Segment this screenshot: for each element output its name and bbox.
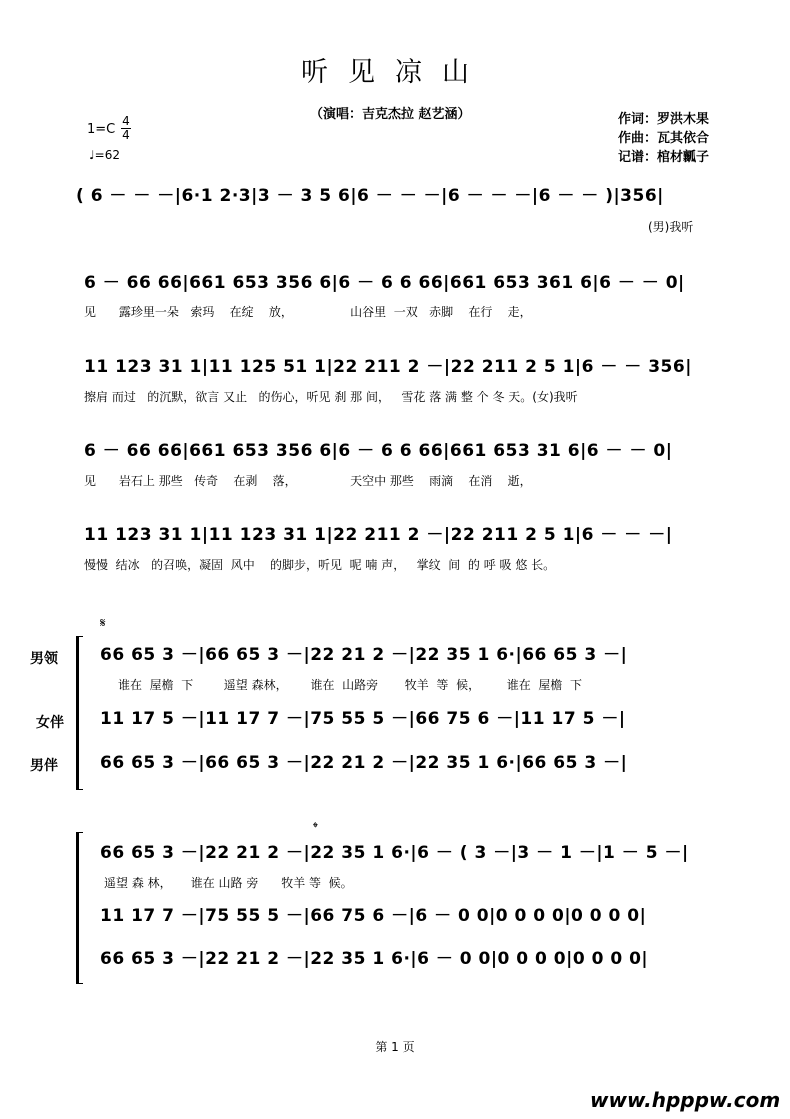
lyric-row-1: (男)我听 [648, 220, 694, 234]
part-label-male-lead: 男领 [30, 651, 58, 667]
segno-icon: 𝄋 [100, 616, 106, 631]
chorus1-male-lead: 66 65 3 －|66 65 3 －|22 21 2 －|22 35 1 6·|66 65 3 －| [100, 645, 628, 665]
watermark: www.hpppw.com [590, 1088, 781, 1112]
notation-row-5: 11 123 31 1|11 123 31 1|22 211 2 －|22 211 2 5 1|6 － － －| [84, 525, 673, 545]
chorus1-lead-lyric: 谁在 屋檐 下 遥望 森林， 谁在 山路旁 牧羊 等 候， 谁在 屋檐 下 [118, 678, 583, 692]
time-sig-denominator: 4 [122, 128, 130, 142]
performers: （演唱：吉克杰拉 赵艺涵） [310, 107, 471, 122]
chorus2-lead-lyric: 遥望 森 林， 谁在 山路 旁 牧羊 等 候。 [104, 876, 353, 890]
chorus2-male: 66 65 3 －|22 21 2 －|22 35 1 6·|6 － 0 0|0 0 0 0|0 0 0 0| [100, 949, 649, 969]
transcriber: 记谱：棺材瓤子 [618, 150, 710, 165]
time-signature [121, 115, 131, 142]
credits [618, 110, 709, 167]
coda-icon: 𝄌 [313, 820, 318, 836]
composer: 作曲：瓦其依合 [618, 131, 710, 146]
key-signature: 1=C [87, 122, 116, 137]
notation-row-1: ( 6 － － －|6·1 2·3|3 － 3 5 6|6 － － －|6 － － －|6 － － )|356| [76, 186, 664, 206]
part-label-female: 女伴 [36, 715, 64, 731]
system-bracket-1 [76, 636, 83, 790]
chorus1-male: 66 65 3 －|66 65 3 －|22 21 2 －|22 35 1 6·|66 65 3 －| [100, 753, 628, 773]
song-title: 听见凉山 [301, 57, 489, 88]
notation-row-3: 11 123 31 1|11 125 51 1|22 211 2 －|22 211 2 5 1|6 － － 356| [84, 357, 692, 377]
lyric-row-2: 见 露珍里一朵 索玛 在绽 放， 山谷里 一双 赤脚 在行 走， [84, 305, 532, 319]
lyric-row-3: 擦肩 而过 的沉默，欲言 又止 的伤心，听见 刹 那 间， 雪花 落 满 整 个 冬 天。(女)我听 [84, 390, 578, 404]
page-number: 第 1 页 [375, 1040, 415, 1054]
tempo [89, 148, 120, 162]
time-sig-numerator: 4 [122, 114, 130, 128]
lyric-row-5: 慢慢 结冰 的召唤，凝固 风中 的脚步，听见 呢 喃 声， 掌纹 间 的 呼 吸 悠 长。 [84, 558, 556, 572]
system-bracket-2 [76, 832, 83, 984]
chorus1-female: 11 17 5 －|11 17 7 －|75 55 5 －|66 75 6 －|11 17 5 －| [100, 709, 626, 729]
chorus2-male-lead: 66 65 3 －|22 21 2 －|22 35 1 6·|6 － ( 3 －|3 － 1 －|1 － 5 －| [100, 843, 689, 863]
tempo-value: =62 [94, 148, 120, 162]
lyricist: 作词：罗洪木果 [618, 112, 710, 127]
quarter-note-icon: ♩ [89, 148, 95, 162]
part-label-male-accomp: 男伴 [30, 758, 58, 774]
lyric-row-4: 见 岩石上 那些 传奇 在剥 落， 天空中 那些 雨滴 在消 逝， [84, 474, 532, 488]
notation-row-2: 6 － 66 66|661 653 356 6|6 － 6 6 66|661 653 361 6|6 － － 0| [84, 273, 685, 293]
chorus2-female: 11 17 7 －|75 55 5 －|66 75 6 －|6 － 0 0|0 0 0 0|0 0 0 0| [100, 906, 647, 926]
notation-row-4: 6 － 66 66|661 653 356 6|6 － 6 6 66|661 653 31 6|6 － － 0| [84, 441, 673, 461]
